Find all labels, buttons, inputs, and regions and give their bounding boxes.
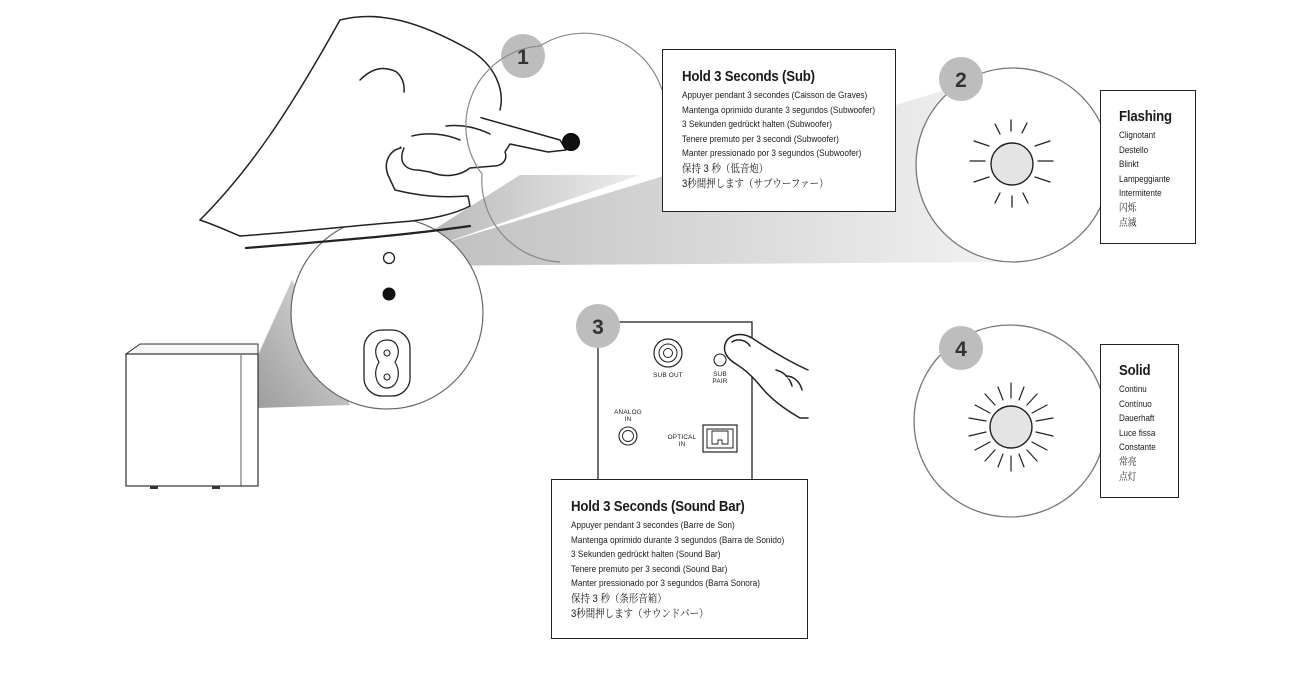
optical-in-label: OPTICAL IN: [667, 434, 697, 448]
step-badge-3: [576, 304, 620, 348]
press-point-sub: [563, 134, 580, 151]
sub-instruction-line: Tenere premuto per 3 secondi (Subwoofer): [682, 133, 839, 145]
solid-title: Solid: [1119, 362, 1151, 379]
soundbar-instruction-line: Tenere premuto per 3 secondi (Sound Bar): [571, 563, 728, 575]
led-solid-icon: [990, 406, 1032, 448]
flashing-translation: Lampeggiante: [1119, 172, 1171, 184]
sub-instruction-title: Hold 3 Seconds (Sub): [682, 68, 815, 85]
svg-text:1: 1: [517, 46, 529, 69]
flashing-translation: Clignotant: [1119, 129, 1156, 140]
sub-pair-button-dot: [383, 288, 396, 301]
flashing-led-circle: [916, 68, 1110, 262]
solid-translation: Continu: [1119, 383, 1147, 394]
svg-text:4: 4: [955, 338, 967, 361]
flashing-translation: 点滅: [1119, 217, 1137, 229]
flashing-state-box: [1100, 90, 1196, 244]
solid-translation: Dauerhaft: [1119, 412, 1155, 424]
soundbar-instruction-line: 3 Sekunden gedrückt halten (Sound Bar): [571, 549, 721, 561]
sub-pair-label: SUB PAIR: [712, 371, 728, 385]
solid-translation: 常亮: [1119, 456, 1137, 468]
sub-instruction-line: Appuyer pendant 3 secondes (Caisson de Graves): [682, 90, 868, 101]
sub-instruction-line: Mantenga oprimido durante 3 segundos (Subwoofer): [682, 104, 876, 116]
led-flashing-icon: [991, 143, 1033, 185]
sub-instruction-line: 保持 3 秒（低音炮）: [682, 162, 769, 175]
analog-in-label: ANALOG IN: [614, 409, 642, 423]
sub-instruction-line: Manter pressionado por 3 segundos (Subwoofer): [682, 148, 862, 160]
soundbar-instruction-line: Manter pressionado por 3 segundos (Barra Sonora): [571, 578, 760, 590]
subwoofer-illustration: [126, 344, 258, 489]
soundbar-instruction-line: 保持 3 秒（条形音箱）: [571, 592, 667, 605]
soundbar-instruction-line: Appuyer pendant 3 secondes (Barre de Son): [571, 520, 735, 531]
soundbar-instruction-box: [551, 479, 808, 639]
flashing-title: Flashing: [1119, 108, 1172, 125]
flashing-translation: Blinkt: [1119, 158, 1139, 170]
soundbar-instruction-line: Mantenga oprimido durante 3 segundos (Barra de Sonido): [571, 534, 785, 546]
sub-led-indicator: [384, 253, 395, 264]
sub-instruction-line: 3秒間押します（サブウーファー）: [682, 177, 829, 190]
svg-text:3: 3: [592, 316, 604, 339]
sub-out-label: SUB OUT: [653, 372, 683, 379]
solid-translation: Constante: [1119, 441, 1156, 453]
sub-instruction-line: 3 Sekunden gedrückt halten (Subwoofer): [682, 119, 832, 131]
solid-state-box: [1100, 344, 1179, 498]
solid-translation: 点灯: [1119, 471, 1137, 483]
flashing-translation: 闪烁: [1119, 202, 1137, 214]
soundbar-instruction-title: Hold 3 Seconds (Sound Bar): [571, 498, 745, 515]
svg-text:2: 2: [955, 69, 967, 92]
sub-instruction-box: [662, 49, 896, 212]
solid-translation: Contínuo: [1119, 397, 1152, 409]
step-badge-2: [939, 57, 983, 101]
step-badge-1: [501, 34, 545, 78]
flashing-translation: Destello: [1119, 143, 1149, 155]
sub-top-zoom-circle: [291, 217, 483, 409]
flashing-translation: Intermitente: [1119, 187, 1162, 199]
soundbar-instruction-line: 3秒間押します（サウンドバー）: [571, 607, 709, 620]
sub-pair-button: [714, 354, 726, 366]
solid-translation: Luce fissa: [1119, 426, 1156, 438]
step-badge-4: [939, 326, 983, 370]
